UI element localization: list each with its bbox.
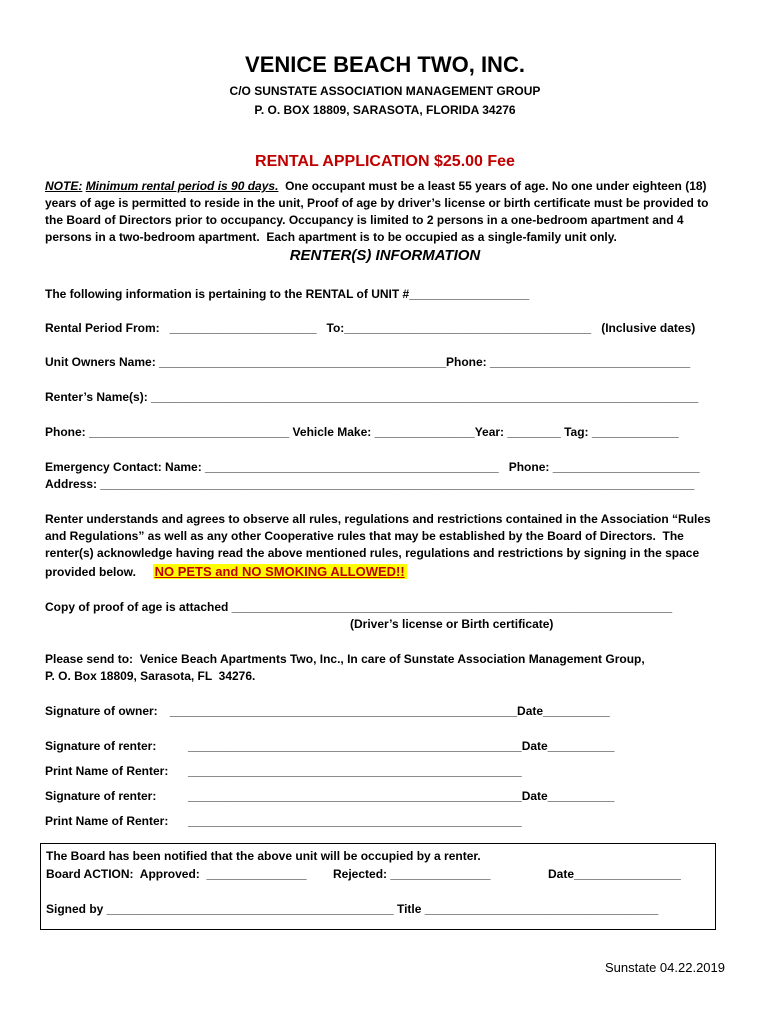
association-title: VENICE BEACH TWO, INC. [245, 52, 525, 77]
board-notified-text: The Board has been notified that the above unit will be occupied by a renter. [46, 849, 481, 863]
unit-field[interactable]: The following information is pertaining to the RENTAL of UNIT #__________________ [45, 287, 530, 301]
note-minimum-period: Minimum rental period is 90 days. [85, 179, 279, 193]
proof-of-age-note: (Driver’s license or Birth certificate) [350, 617, 554, 631]
rules-line-2: and Regulations” as well as any other Cooperative rules that may be established by the Board of Directors. The [45, 529, 684, 543]
note-line-1-rest: One occupant must be a least 55 years of age. No one under eighteen (18) [278, 179, 707, 193]
address-field[interactable]: Address: _________________________________________________________________________________________ [45, 477, 695, 491]
note-line-2: years of age is permitted to reside in the unit, Proof of age by driver’s license or birth certificate must be provided to [45, 196, 709, 210]
board-action-box [40, 843, 716, 930]
rules-line-1: Renter understands and agrees to observe all rules, regulations and restrictions contained in the Association “Rules [45, 512, 711, 526]
rental-period-field[interactable]: Rental Period From: ______________________ To:_____________________________________ (Inclusive dates) [45, 321, 696, 335]
note-line-4: persons in a two-bedroom apartment. Each apartment is to be occupied as a single-family unit only. [45, 230, 617, 244]
renter-signature-field-2[interactable]: __________________________________________________Date__________ [188, 789, 615, 803]
renter-signature-label-2: Signature of renter: [45, 789, 157, 803]
renter-signature-label-1: Signature of renter: [45, 739, 157, 753]
section-title: RENTER(S) INFORMATION [289, 247, 481, 264]
proof-of-age-field[interactable]: Copy of proof of age is attached __________________________________________________________________ [45, 600, 673, 614]
no-pets-smoking-highlight: NO PETS and NO SMOKING ALLOWED!! [154, 564, 405, 579]
owner-signature-label: Signature of owner: [45, 704, 158, 718]
renter-signature-field-1[interactable]: __________________________________________________Date__________ [188, 739, 615, 753]
board-signed-by-field[interactable]: Signed by ___________________________________________ Title ___________________________________ [46, 902, 659, 916]
board-approved-field[interactable]: Board ACTION: Approved: _______________ [46, 867, 307, 881]
rules-line-4 [45, 564, 407, 579]
emergency-contact-field[interactable]: Emergency Contact: Name: ____________________________________________ Phone: ______________________ [45, 460, 700, 474]
address-line: P. O. BOX 18809, SARASOTA, FLORIDA 34276 [254, 103, 516, 117]
renter-print-field-1[interactable]: __________________________________________________ [188, 764, 522, 778]
note-line-1 [45, 179, 707, 193]
form-version-footer: Sunstate 04.22.2019 [605, 960, 725, 975]
renter-print-label-2: Print Name of Renter: [45, 814, 169, 828]
renter-print-label-1: Print Name of Renter: [45, 764, 169, 778]
note-line-3: the Board of Directors prior to occupancy. Occupancy is limited to 2 persons in a one-bedroom apartment and 4 [45, 213, 684, 227]
send-to-line-2: P. O. Box 18809, Sarasota, FL 34276. [45, 669, 256, 683]
phone-vehicle-field[interactable]: Phone: ______________________________ Vehicle Make: _______________Year: ________ Tag: _____________ [45, 425, 679, 439]
renter-print-field-2[interactable]: __________________________________________________ [188, 814, 522, 828]
management-group-line: C/O SUNSTATE ASSOCIATION MANAGEMENT GROUP [229, 84, 541, 98]
renter-names-field[interactable]: Renter’s Name(s): __________________________________________________________________________________ [45, 390, 699, 404]
unit-owner-field[interactable]: Unit Owners Name: ___________________________________________Phone: ______________________________ [45, 355, 691, 369]
provided-below-text: provided below. [45, 565, 136, 579]
board-rejected-field[interactable]: Rejected: _______________ [333, 867, 491, 881]
owner-signature-field[interactable]: ____________________________________________________Date__________ [170, 704, 610, 718]
send-to-line-1: Please send to: Venice Beach Apartments Two, Inc., In care of Sunstate Association Management Group, [45, 652, 645, 666]
note-label: NOTE: [45, 179, 83, 193]
board-date-field[interactable]: Date________________ [548, 867, 681, 881]
application-title: RENTAL APPLICATION $25.00 Fee [255, 153, 515, 170]
rules-line-3: renter(s) acknowledge having read the above mentioned rules, regulations and restrictions by signing in the space [45, 546, 700, 560]
